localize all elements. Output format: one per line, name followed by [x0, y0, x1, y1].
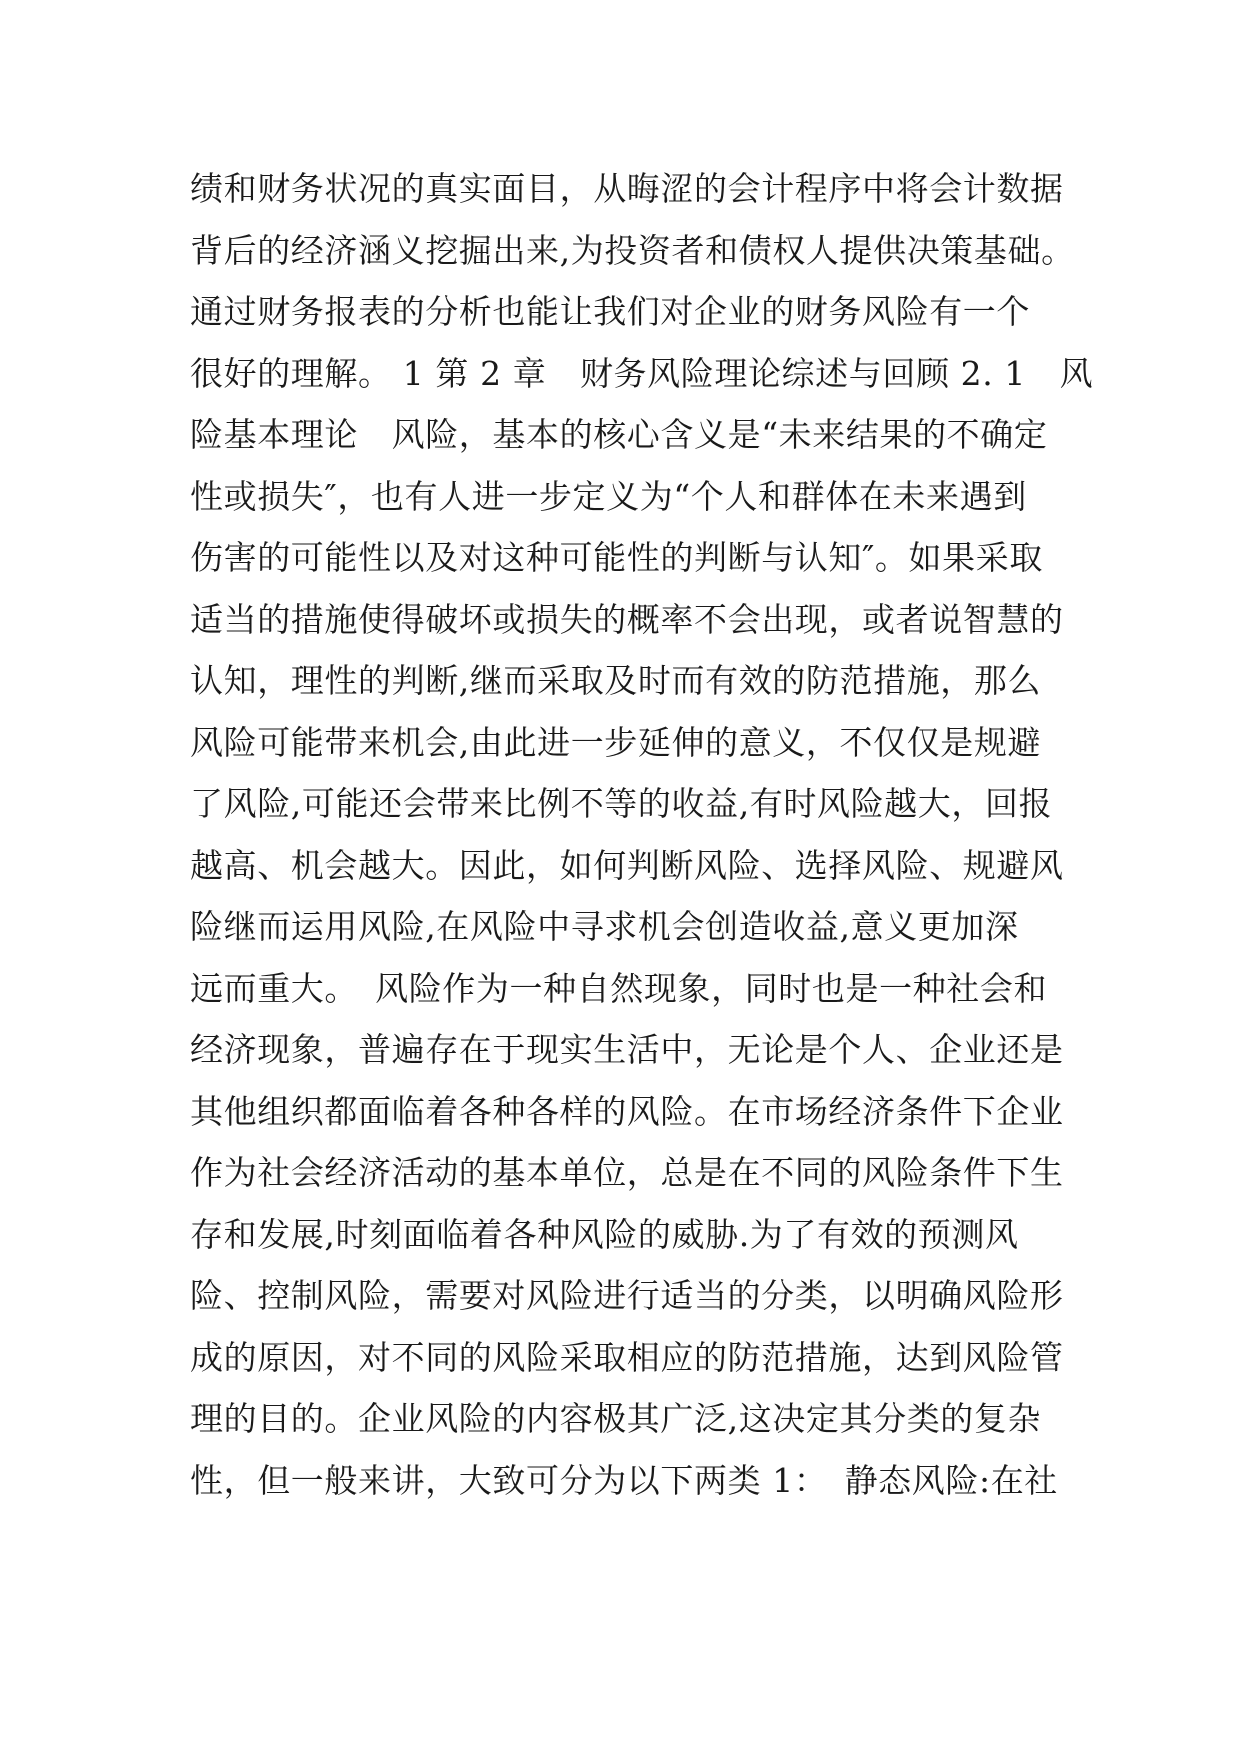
- text-line: 险基本理论 风险，基本的核心含义是“未来结果的不确定: [190, 415, 1048, 454]
- text-line: 存和发展,时刻面临着各种风险的威胁.为了有效的预测风: [190, 1214, 1019, 1254]
- text-line: 性，但一般来讲，大致可分为以下两类 1： 静态风险:在社: [190, 1460, 1058, 1500]
- text-line: 适当的措施使得破坏或损失的概率不会出现，或者说智慧的: [190, 599, 1064, 639]
- text-line: 理的目的。企业风险的内容极其广泛,这决定其分类的复杂: [190, 1399, 1042, 1438]
- text-line: 认知，理性的判断,继而采取及时而有效的防范措施，那么: [190, 661, 1042, 700]
- text-line: 其他组织都面临着各种各样的风险。在市场经济条件下企业: [190, 1091, 1064, 1131]
- text-line: 很好的理解。 1 第 2 章 财务风险理论综述与回顾 2. 1 风: [190, 353, 1094, 393]
- text-line: 性或损失″，也有人进一步定义为“个人和群体在未来遇到: [190, 476, 1027, 516]
- text-line: 险、控制风险，需要对风险进行适当的分类，以明确风险形: [190, 1276, 1064, 1315]
- text-line: 风险可能带来机会,由此进一步延伸的意义，不仅仅是规避: [190, 722, 1042, 762]
- text-line: 了风险,可能还会带来比例不等的收益,有时风险越大，回报: [190, 784, 1053, 823]
- text-line: 作为社会经济活动的基本单位，总是在不同的风险条件下生: [190, 1153, 1064, 1192]
- text-line: 险继而运用风险,在风险中寻求机会创造收益,意义更加深: [190, 907, 1019, 946]
- text-line: 越高、机会越大。因此，如何判断风险、选择风险、规避风: [190, 845, 1064, 885]
- text-line: 成的原因，对不同的风险采取相应的防范措施，达到风险管: [190, 1337, 1064, 1377]
- text-line: 通过财务报表的分析也能让我们对企业的财务风险有一个: [190, 292, 1030, 331]
- text-line: 绩和财务状况的真实面目，从晦涩的会计程序中将会计数据: [190, 169, 1064, 208]
- text-line: 远而重大。 风险作为一种自然现象，同时也是一种社会和: [190, 968, 1048, 1008]
- text-line: 经济现象，普遍存在于现实生活中，无论是个人、企业还是: [190, 1030, 1064, 1069]
- body-text: [190, 158, 1094, 1511]
- text-line: 伤害的可能性以及对这种可能性的判断与认知″。如果采取: [190, 538, 1043, 577]
- text-line: 背后的经济涵义挖掘出来,为投资者和债权人提供决策基础。: [190, 230, 1075, 270]
